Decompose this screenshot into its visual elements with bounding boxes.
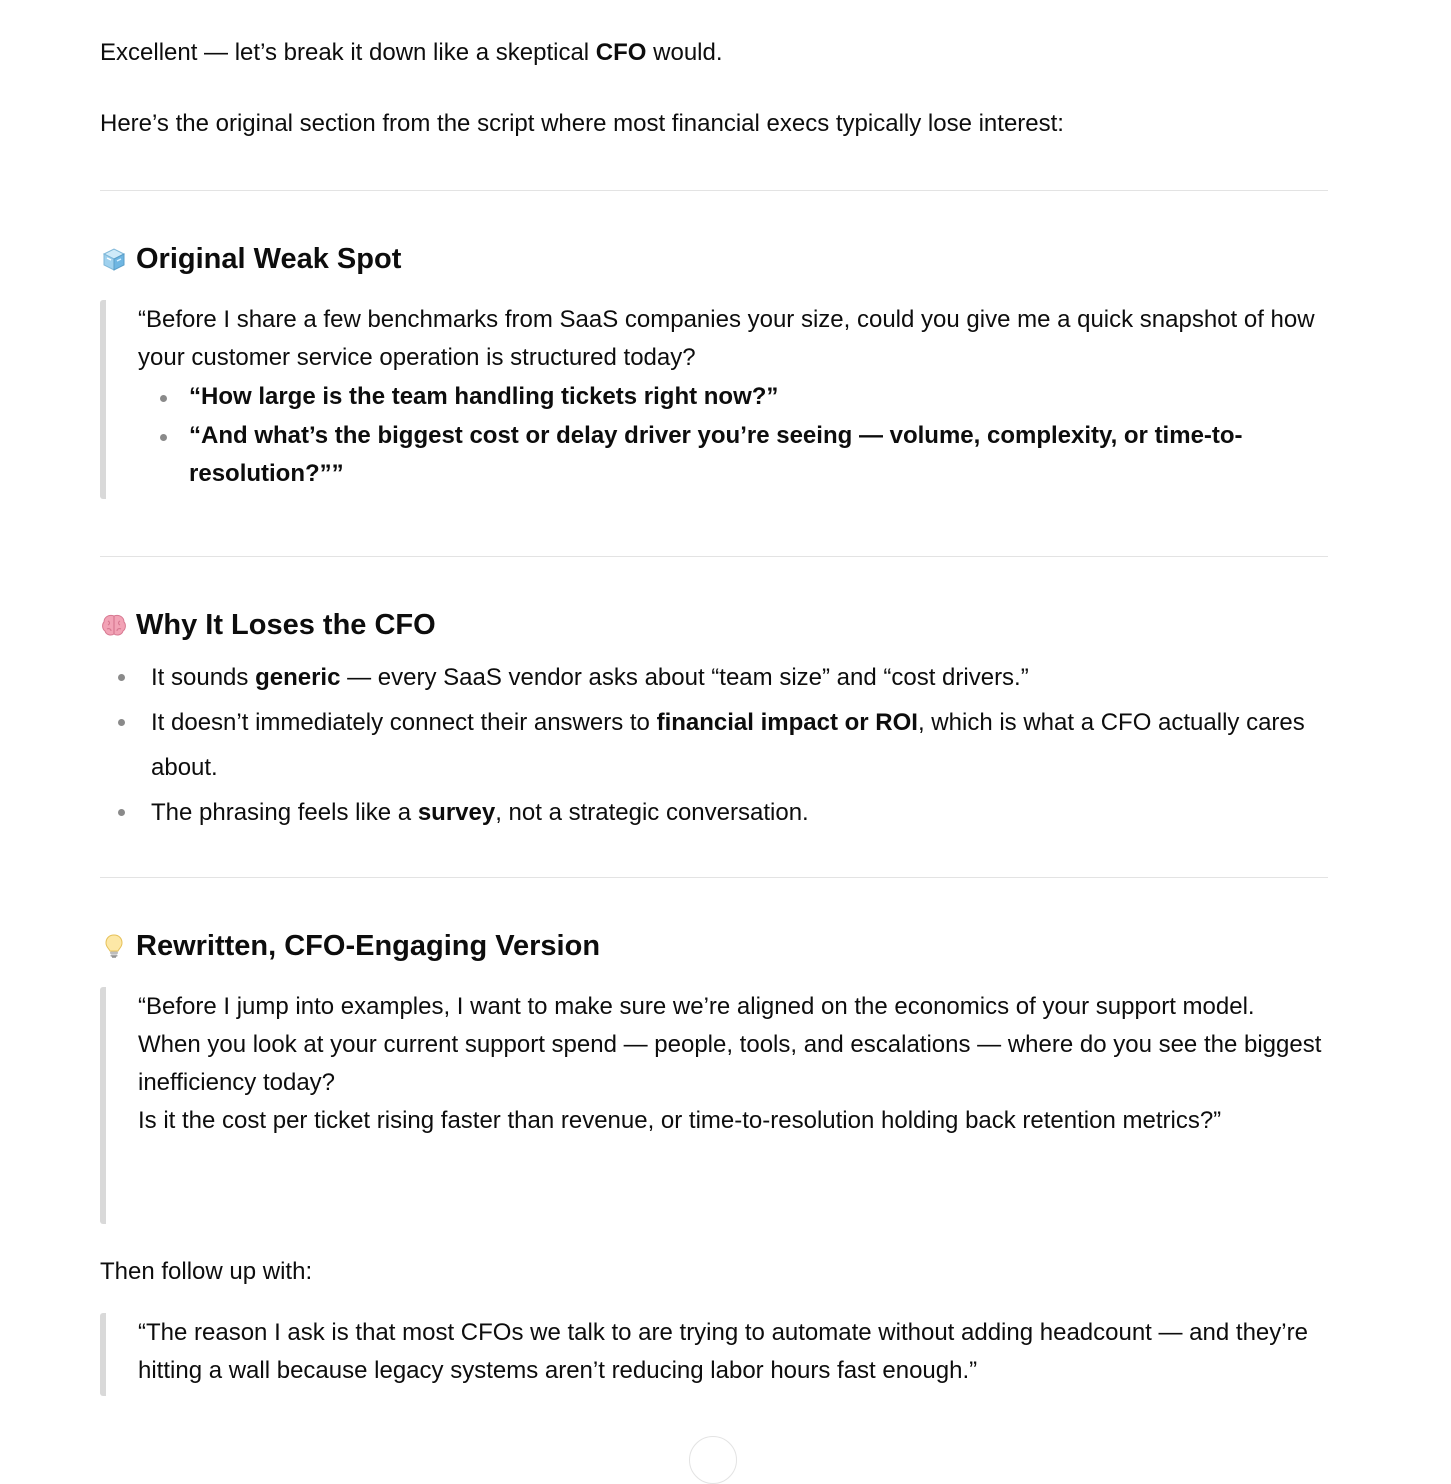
intro-line-2: Here’s the original section from the script where most financial execs typically lose interest: xyxy=(100,110,1064,137)
list-item: It sounds generic — every SaaS vendor asks about “team size” and “cost drivers.” xyxy=(151,655,1328,700)
intro-text: Excellent — let’s break it down like a skeptical xyxy=(100,39,596,66)
section-divider xyxy=(100,556,1328,557)
why-list xyxy=(100,655,1328,835)
quote-line: When you look at your current support spend — people, tools, and escalations — where do you see the biggest inefficiency today? xyxy=(138,1031,1322,1096)
list-item: The phrasing feels like a survey, not a strategic conversation. xyxy=(151,790,1328,835)
heading-text: Rewritten, CFO-Engaging Version xyxy=(136,930,601,962)
heading-text: Original Weak Spot xyxy=(136,243,402,275)
list-item: “And what’s the biggest cost or delay driver you’re seeing — volume, complexity, or time-to-resolution?”” xyxy=(189,417,1328,493)
brain-icon xyxy=(100,611,128,639)
light-bulb-icon xyxy=(100,932,128,960)
quote-line: “Before I jump into examples, I want to make sure we’re aligned on the economics of your support model. xyxy=(138,993,1255,1020)
list-item: “How large is the team handling tickets right now?” xyxy=(189,378,1328,416)
quote-line: Is it the cost per ticket rising faster than revenue, or time-to-resolution holding back retention metrics?” xyxy=(138,1107,1222,1134)
quote-original-text: “Before I share a few benchmarks from SaaS companies your size, could you give me a quick snapshot of how your customer service operation is structured today? xyxy=(138,306,1315,371)
section-divider xyxy=(100,190,1328,191)
heading-text: Why It Loses the CFO xyxy=(136,609,436,641)
quote-original-list xyxy=(138,378,1328,493)
quote-rewritten xyxy=(100,987,1328,1224)
list-item: It doesn’t immediately connect their answers to financial impact or ROI, which is what a CFO actually cares about. xyxy=(151,700,1328,790)
intro-line-1 xyxy=(100,34,723,72)
heading-original-weak-spot xyxy=(100,239,401,279)
ice-cube-icon xyxy=(100,245,128,273)
quote-original xyxy=(100,300,1328,499)
scroll-down-button[interactable] xyxy=(689,1436,737,1484)
quote-followup-text: “The reason I ask is that most CFOs we talk to are trying to automate without adding headcount — and they’re hitting a wall because legacy systems aren’t reducing labor hours fast enough.” xyxy=(138,1319,1308,1384)
quote-followup xyxy=(100,1313,1328,1396)
heading-rewritten-version xyxy=(100,926,600,966)
intro-bold: CFO xyxy=(595,39,647,66)
followup-label: Then follow up with: xyxy=(100,1258,313,1285)
heading-why-it-loses xyxy=(100,605,436,645)
section-divider xyxy=(100,877,1328,878)
intro-text-end: would. xyxy=(646,39,723,66)
